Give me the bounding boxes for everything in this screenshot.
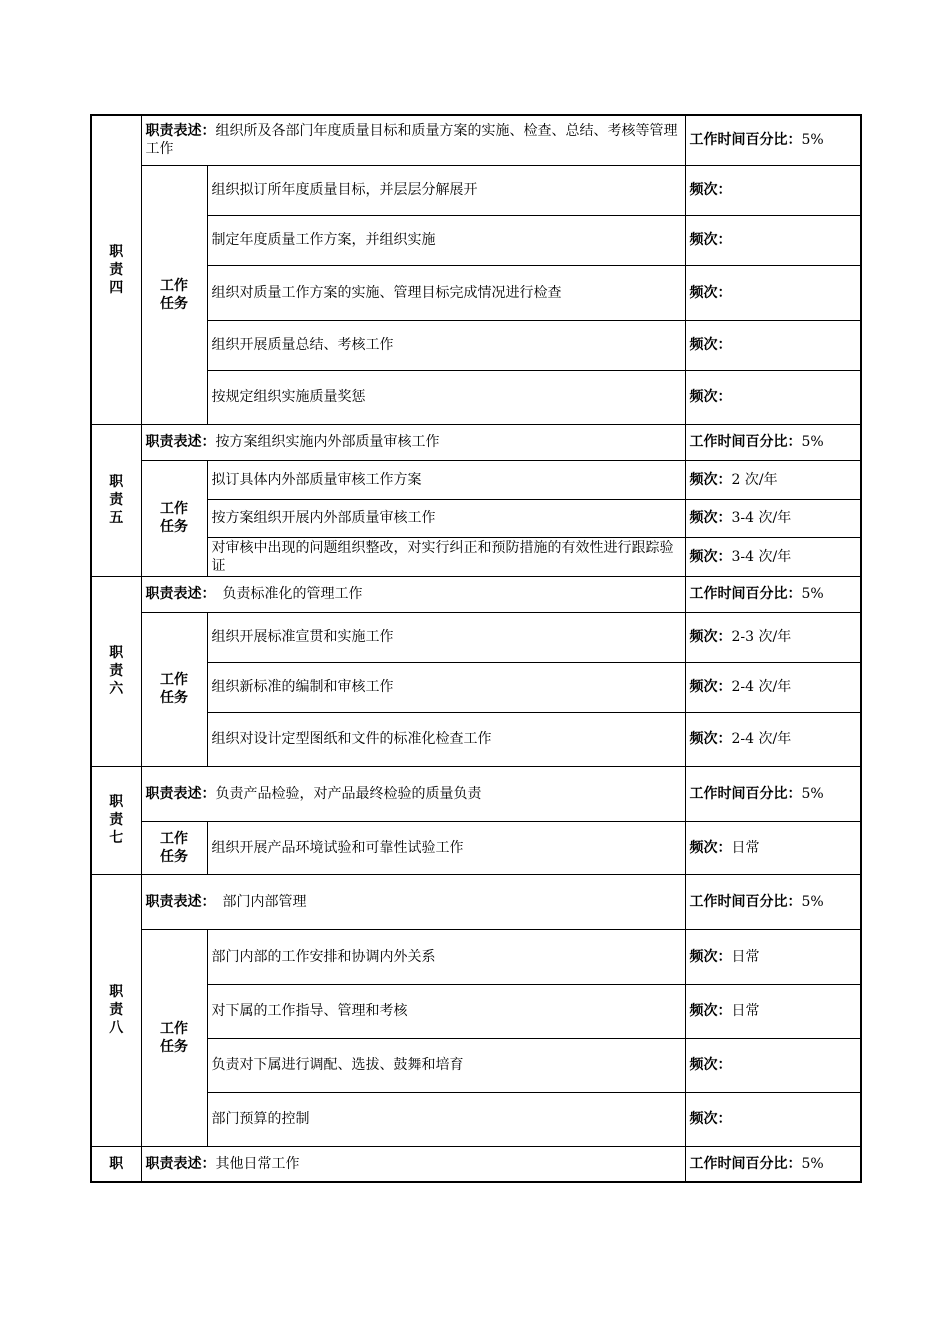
task-label-word: 工作 — [160, 501, 188, 517]
duty-desc-row — [91, 874, 861, 929]
time-percent — [685, 115, 861, 165]
task-row — [91, 1092, 861, 1146]
task-frequency — [685, 929, 861, 984]
duty-table — [90, 114, 862, 1183]
task-text: 组织拟订所年度质量目标，并层层分解展开 — [207, 165, 685, 215]
time-percent — [685, 1146, 861, 1182]
freq-label: 频次： — [689, 1057, 732, 1073]
freq-label: 频次： — [689, 1003, 732, 1019]
task-label — [141, 460, 207, 576]
pct-label: 工作时间百分比： — [689, 586, 802, 602]
pct-label: 工作时间百分比： — [689, 893, 802, 910]
duty-title-char: 责 — [109, 261, 124, 278]
desc-label: 职责表述： — [145, 785, 216, 802]
task-row — [91, 460, 861, 499]
task-label-word: 任务 — [160, 519, 188, 535]
duty-title — [91, 1146, 141, 1182]
pct-value: 5% — [801, 434, 824, 450]
freq-label: 频次： — [689, 232, 732, 248]
freq-label: 频次： — [689, 389, 732, 405]
desc-label: 职责表述： — [145, 1155, 216, 1172]
task-frequency — [685, 821, 861, 874]
task-text: 制定年度质量工作方案，并组织实施 — [207, 215, 685, 265]
task-row — [91, 929, 861, 984]
task-text: 组织开展标准宣贯和实施工作 — [207, 612, 685, 662]
task-frequency — [685, 265, 861, 320]
task-text: 对下属的工作指导、管理和考核 — [207, 984, 685, 1038]
freq-label: 频次： — [689, 948, 732, 965]
task-frequency — [685, 712, 861, 766]
duty-title-char: 六 — [109, 681, 124, 697]
task-frequency — [685, 370, 861, 424]
freq-label: 频次： — [689, 629, 732, 645]
task-frequency — [685, 1038, 861, 1092]
task-label — [141, 165, 207, 424]
task-text: 拟订具体内外部质量审核工作方案 — [207, 460, 685, 499]
task-row — [91, 499, 861, 537]
time-percent — [685, 576, 861, 612]
duty-title — [91, 874, 141, 1146]
freq-value: 日常 — [731, 1003, 760, 1019]
freq-value: 2-4 次/年 — [731, 679, 792, 695]
task-text: 负责对下属进行调配、选拔、鼓舞和培育 — [207, 1038, 685, 1092]
freq-value: 2-4 次/年 — [731, 731, 792, 747]
task-row — [91, 1038, 861, 1092]
duty-title-char: 职 — [109, 1155, 124, 1172]
task-frequency — [685, 612, 861, 662]
freq-label: 频次： — [689, 679, 732, 695]
task-row — [91, 984, 861, 1038]
duty-title-char: 四 — [109, 279, 124, 296]
task-frequency — [685, 320, 861, 370]
duty-description — [141, 576, 685, 612]
duty-desc-row — [91, 576, 861, 612]
duty-title-char: 职 — [109, 645, 124, 661]
pct-value: 5% — [801, 785, 824, 802]
desc-text: 负责产品检验，对产品最终检验的质量负责 — [215, 785, 482, 802]
desc-text: 按方案组织实施内外部质量审核工作 — [215, 434, 440, 450]
freq-value: 2 次/年 — [731, 471, 778, 488]
freq-label: 频次： — [689, 839, 732, 856]
task-frequency — [685, 460, 861, 499]
pct-value: 5% — [801, 586, 824, 602]
task-text: 部门内部的工作安排和协调内外关系 — [207, 929, 685, 984]
task-frequency — [685, 215, 861, 265]
task-text: 对审核中出现的问题组织整改，对实行纠正和预防措施的有效性进行跟踪验证 — [207, 537, 685, 576]
pct-value: 5% — [801, 893, 824, 910]
freq-value: 3-4 次/年 — [731, 510, 792, 526]
task-text: 组织开展产品环境试验和可靠性试验工作 — [207, 821, 685, 874]
task-text: 组织对质量工作方案的实施、管理目标完成情况进行检查 — [207, 265, 685, 320]
task-text: 部门预算的控制 — [207, 1092, 685, 1146]
duty-description — [141, 115, 685, 165]
desc-text: 部门内部管理 — [208, 893, 307, 910]
freq-value: 3-4 次/年 — [731, 548, 792, 565]
duty-description — [141, 766, 685, 821]
duty-title-char: 职 — [109, 243, 124, 260]
task-text: 按方案组织开展内外部质量审核工作 — [207, 499, 685, 537]
freq-label: 频次： — [689, 548, 732, 565]
task-frequency — [685, 165, 861, 215]
task-text: 按规定组织实施质量奖惩 — [207, 370, 685, 424]
time-percent — [685, 424, 861, 460]
duty-title-char: 职 — [109, 474, 124, 490]
duty-desc-row — [91, 1146, 861, 1182]
task-label-word: 工作 — [160, 1020, 188, 1037]
freq-label: 频次： — [689, 284, 732, 301]
desc-text: 其他日常工作 — [215, 1155, 300, 1172]
freq-label: 频次： — [689, 471, 732, 488]
duty-title — [91, 115, 141, 424]
task-label — [141, 821, 207, 874]
task-frequency — [685, 1092, 861, 1146]
task-row — [91, 265, 861, 320]
task-text: 组织对设计定型图纸和文件的标准化检查工作 — [207, 712, 685, 766]
duty-title-char: 五 — [109, 510, 124, 526]
task-label-word: 任务 — [160, 295, 188, 312]
task-row — [91, 165, 861, 215]
pct-value: 5% — [801, 1155, 824, 1172]
duty-description — [141, 874, 685, 929]
freq-value: 日常 — [731, 839, 760, 856]
desc-text: 负责标准化的管理工作 — [208, 586, 363, 602]
duty-desc-row — [91, 766, 861, 821]
freq-label: 频次： — [689, 182, 732, 198]
duty-description — [141, 424, 685, 460]
desc-label: 职责表述： — [145, 893, 209, 910]
duty-title-char: 责 — [109, 663, 124, 679]
duty-description — [141, 1146, 685, 1182]
freq-label: 频次： — [689, 510, 732, 526]
freq-value: 2-3 次/年 — [731, 629, 792, 645]
pct-label: 工作时间百分比： — [689, 132, 802, 149]
task-frequency — [685, 537, 861, 576]
duty-title-char: 职 — [109, 984, 124, 1000]
duty-title-char: 七 — [109, 830, 124, 846]
task-row — [91, 821, 861, 874]
pct-label: 工作时间百分比： — [689, 434, 802, 450]
task-frequency — [685, 499, 861, 537]
duty-title-char: 责 — [109, 1002, 124, 1018]
task-label — [141, 929, 207, 1146]
task-row — [91, 662, 861, 712]
duty-title — [91, 576, 141, 766]
task-frequency — [685, 662, 861, 712]
task-row — [91, 612, 861, 662]
time-percent — [685, 874, 861, 929]
task-row — [91, 215, 861, 265]
desc-label: 职责表述： — [145, 434, 216, 450]
duty-title-char: 职 — [109, 794, 124, 810]
pct-label: 工作时间百分比： — [689, 1155, 802, 1172]
task-row — [91, 712, 861, 766]
task-label-word: 工作 — [160, 830, 188, 847]
task-text: 组织新标准的编制和审核工作 — [207, 662, 685, 712]
time-percent — [685, 766, 861, 821]
desc-text: 组织所及各部门年度质量目标和质量方案的实施、检查、总结、考核等管理工作 — [145, 123, 678, 158]
duty-title — [91, 766, 141, 874]
freq-label: 频次： — [689, 731, 732, 747]
duty-title-char: 责 — [109, 812, 124, 828]
pct-label: 工作时间百分比： — [689, 785, 802, 802]
task-label — [141, 612, 207, 766]
task-row — [91, 370, 861, 424]
task-text: 组织开展质量总结、考核工作 — [207, 320, 685, 370]
duty-desc-row — [91, 115, 861, 165]
duty-title — [91, 424, 141, 576]
freq-value: 日常 — [731, 948, 760, 965]
task-row — [91, 320, 861, 370]
duty-desc-row — [91, 424, 861, 460]
pct-value: 5% — [801, 132, 824, 149]
freq-label: 频次： — [689, 1111, 732, 1127]
task-label-word: 工作 — [160, 672, 188, 688]
freq-label: 频次： — [689, 337, 732, 353]
desc-label: 职责表述： — [145, 123, 216, 140]
duty-title-char: 责 — [109, 492, 124, 508]
task-label-word: 任务 — [160, 1038, 188, 1055]
task-label-word: 任务 — [160, 690, 188, 706]
duty-table-body — [91, 115, 861, 1182]
task-row — [91, 537, 861, 576]
task-label-word: 任务 — [160, 848, 188, 865]
task-label-word: 工作 — [160, 277, 188, 294]
duty-title-char: 八 — [109, 1020, 124, 1036]
desc-label: 职责表述： — [145, 586, 209, 602]
task-frequency — [685, 984, 861, 1038]
